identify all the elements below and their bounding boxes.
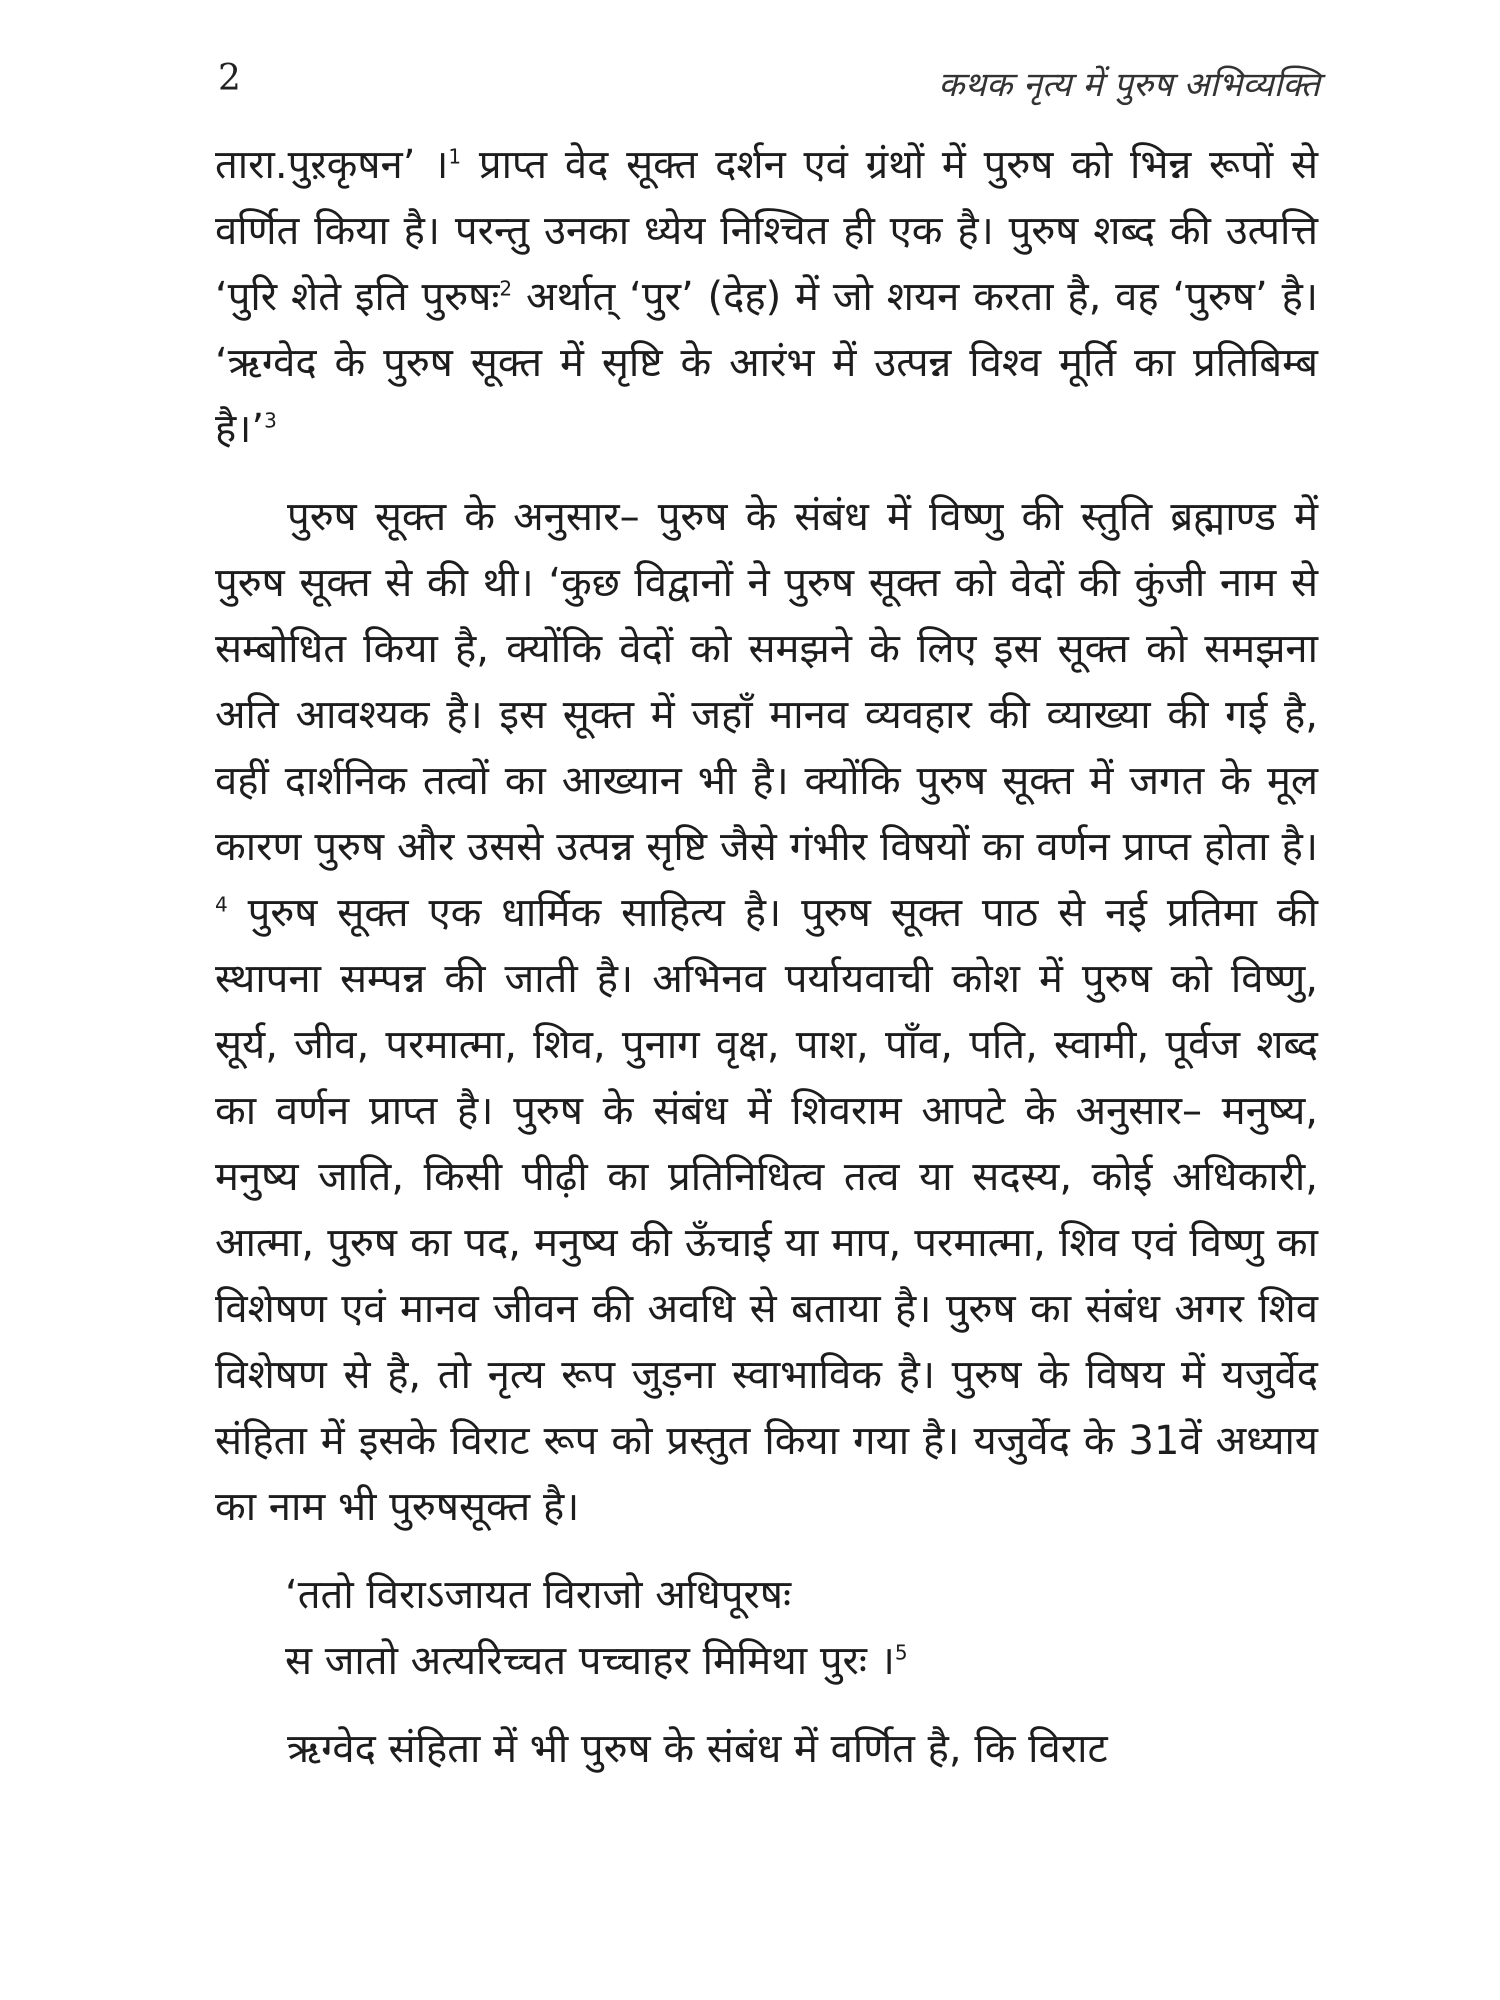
running-head-title: कथक नृत्य में पुरुष अभिव्यक्ति <box>938 65 1320 105</box>
footnote-ref-4: 4 <box>215 892 228 917</box>
verse-line-2 <box>285 1628 1318 1694</box>
footnote-ref-1: 1 <box>448 144 462 169</box>
paragraph-3-text: ऋग्वेद संहिता में भी पुरुष के संबंध में वर्णित है, कि विराट <box>287 1726 1108 1772</box>
page-number: 2 <box>218 58 241 99</box>
verse-line-1: ‘ततो विराऽजायत विराजो अधिपूरषः <box>285 1572 792 1618</box>
paragraph-1-text-c: अर्थात् ‘पुर’ (देह) में जो शयन करता है, वह ‘पुरुष’ है। ‘ऋग्वेद के पुरुष सूक्त में सृष्टि के आरंभ में उत्पन्न विश्व मूर्ति का प्रतिबिम्ब है।’ <box>215 274 1318 452</box>
paragraph-gap <box>215 1694 1318 1716</box>
paragraph-2-text-a: पुरुष सूक्त के अनुसार– पुरुष के संबंध में विष्णु की स्तुति ब्रह्माण्ड में पुरुष सूक्त से की थी। ‘कुछ विद्वानों ने पुरुष सूक्त को वेदों की कुंजी नाम से सम्बोधित किया है, क्योंकि वेदों को समझने के लिए इस सूक्त को समझना अति आवश्यक है। इस सूक्त में जहाँ मानव व्यवहार की व्याख्या की गई है, वहीं दार्शनिक तत्वों का आख्यान भी है। क्योंकि पुरुष सूक्त में जगत के मूल कारण पुरुष और उससे उत्पन्न सृष्टि जैसे गंभीर विषयों का वर्णन प्राप्त होता है। <box>215 494 1318 870</box>
paragraph-3 <box>215 1716 1318 1782</box>
paragraph-1 <box>215 132 1318 462</box>
footnote-ref-3: 3 <box>264 408 277 433</box>
paragraph-1-text-a: तारा.पुऱकृषन’ । <box>215 142 449 188</box>
footnote-ref-2: 2 <box>499 276 513 301</box>
body-text <box>215 132 1318 1782</box>
paragraph-gap <box>215 462 1318 484</box>
verse-line-2-text: स जातो अत्यरिच्चत पच्चाहर मिमिथा पुरः । <box>285 1638 895 1684</box>
paragraph-2 <box>215 484 1318 1540</box>
footnote-ref-5: 5 <box>894 1640 908 1665</box>
paragraph-1-text-b: प्राप्त वेद सूक्त दर्शन एवं ग्रंथों में पुरुष को भिन्न रूपों से वर्णित किया है। परन्तु उनका ध्येय निश्चित ही एक है। पुरुष शब्द की उत्पत्ति ‘पुरि शेते इति पुरुषः <box>215 142 1318 320</box>
paragraph-2-text-b: पुरुष सूक्त एक धार्मिक साहित्य है। पुरुष सूक्त पाठ से नई प्रतिमा की स्थापना सम्पन्न की जाती है। अभिनव पर्यायवाची कोश में पुरुष को विष्णु, सूर्य, जीव, परमात्मा, शिव, पुनाग वृक्ष, पाश, पाँव, पति, स्वामी, पूर्वज शब्द का वर्णन प्राप्त है। पुरुष के संबंध में शिवराम आपटे के अनुसार– मनुष्य, मनुष्य जाति, किसी पीढ़ी का प्रतिनिधित्व तत्व या सदस्य, कोई अधिकारी, आत्मा, पुरुष का पद, मनुष्य की ऊँचाई या माप, परमात्मा, शिव एवं विष्णु का विशेषण एवं मानव जीवन की अवधि से बताया है। पुरुष का संबंध अगर शिव विशेषण से है, तो नृत्य रूप जुड़ना स्वाभाविक है। पुरुष के विषय में यजुर्वेद संहिता में इसके विराट रूप को प्रस्तुत किया गया है। यजुर्वेद के 31वें अध्याय का नाम भी पुरुषसूक्त है। <box>215 890 1318 1530</box>
sanskrit-verse <box>285 1562 1318 1694</box>
paragraph-gap <box>215 1540 1318 1562</box>
